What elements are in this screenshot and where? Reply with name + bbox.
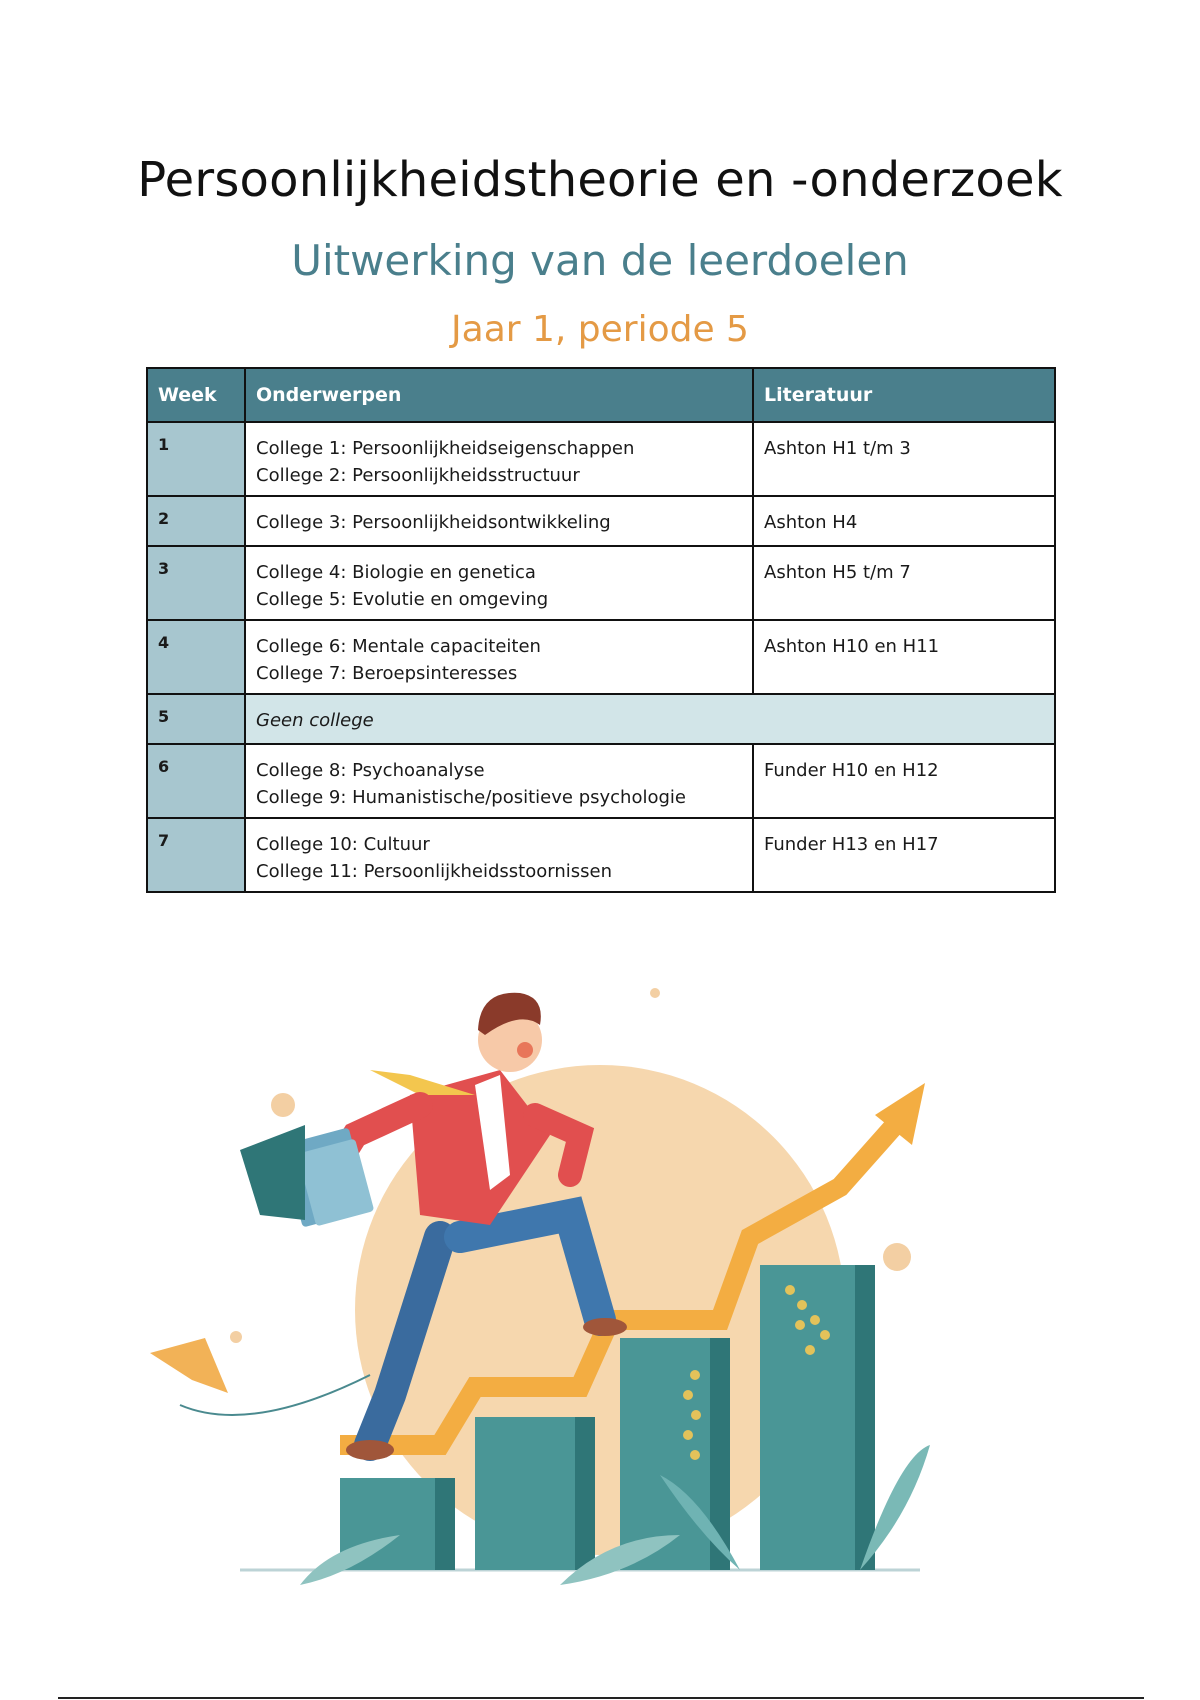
literature-cell: Ashton H4	[753, 496, 1055, 546]
literature-cell: Ashton H10 en H11	[753, 620, 1055, 694]
week-cell: 1	[147, 422, 245, 496]
week-cell: 6	[147, 744, 245, 818]
header-literature: Literatuur	[753, 368, 1055, 422]
topic-line: College 2: Persoonlijkheidsstructuur	[256, 465, 580, 486]
decor-dot	[230, 1331, 242, 1343]
topic-line: College 7: Beroepsinteresses	[256, 663, 518, 684]
topics-cell	[245, 546, 753, 620]
decor-dot	[650, 988, 660, 998]
topics-cell	[245, 496, 753, 546]
topics-cell	[245, 818, 753, 892]
growth-illustration	[140, 975, 940, 1615]
topic-line: College 1: Persoonlijkheidseigenschappen	[256, 438, 635, 459]
table-row	[147, 818, 1055, 892]
schedule-table	[146, 367, 1056, 893]
bar-1-shade	[435, 1478, 455, 1570]
footer-divider	[58, 1697, 1144, 1699]
topic-line: College 3: Persoonlijkheidsontwikkeling	[256, 512, 611, 533]
table-header-row	[147, 368, 1055, 422]
topic-line: College 4: Biologie en genetica	[256, 562, 536, 583]
no-lecture-cell: Geen college	[245, 694, 1055, 744]
decor-dot	[271, 1093, 295, 1117]
period-label: Jaar 1, periode 5	[451, 309, 749, 350]
topic-line: College 9: Humanistische/positieve psychologie	[256, 787, 686, 808]
literature-cell: Funder H13 en H17	[753, 818, 1055, 892]
topic-line: College 5: Evolutie en omgeving	[256, 589, 549, 610]
table-row	[147, 694, 1055, 744]
document-subtitle: Uitwerking van de leerdoelen	[291, 236, 909, 285]
literature-cell: Ashton H5 t/m 7	[753, 546, 1055, 620]
topics-cell	[245, 422, 753, 496]
week-cell: 4	[147, 620, 245, 694]
topic-line: College 11: Persoonlijkheidsstoornissen	[256, 861, 612, 882]
topics-cell	[245, 744, 753, 818]
topic-line: College 8: Psychoanalyse	[256, 760, 485, 781]
table-row	[147, 744, 1055, 818]
decor-shape	[240, 1125, 305, 1220]
bar-4-shade	[855, 1265, 875, 1570]
week-cell: 2	[147, 496, 245, 546]
table-row	[147, 422, 1055, 496]
table-row	[147, 546, 1055, 620]
table-row	[147, 620, 1055, 694]
decor-dot	[883, 1243, 911, 1271]
topic-line: College 6: Mentale capaciteiten	[256, 636, 541, 657]
header-topics: Onderwerpen	[245, 368, 753, 422]
topic-line: College 10: Cultuur	[256, 834, 430, 855]
header-week: Week	[147, 368, 245, 422]
week-cell: 3	[147, 546, 245, 620]
document-title: Persoonlijkheidstheorie en -onderzoek	[137, 152, 1063, 208]
topics-cell	[245, 620, 753, 694]
literature-cell: Ashton H1 t/m 3	[753, 422, 1055, 496]
week-cell: 5	[147, 694, 245, 744]
table-row	[147, 496, 1055, 546]
flying-paper	[150, 1338, 228, 1393]
bar-2-shade	[575, 1417, 595, 1570]
week-cell: 7	[147, 818, 245, 892]
literature-cell: Funder H10 en H12	[753, 744, 1055, 818]
